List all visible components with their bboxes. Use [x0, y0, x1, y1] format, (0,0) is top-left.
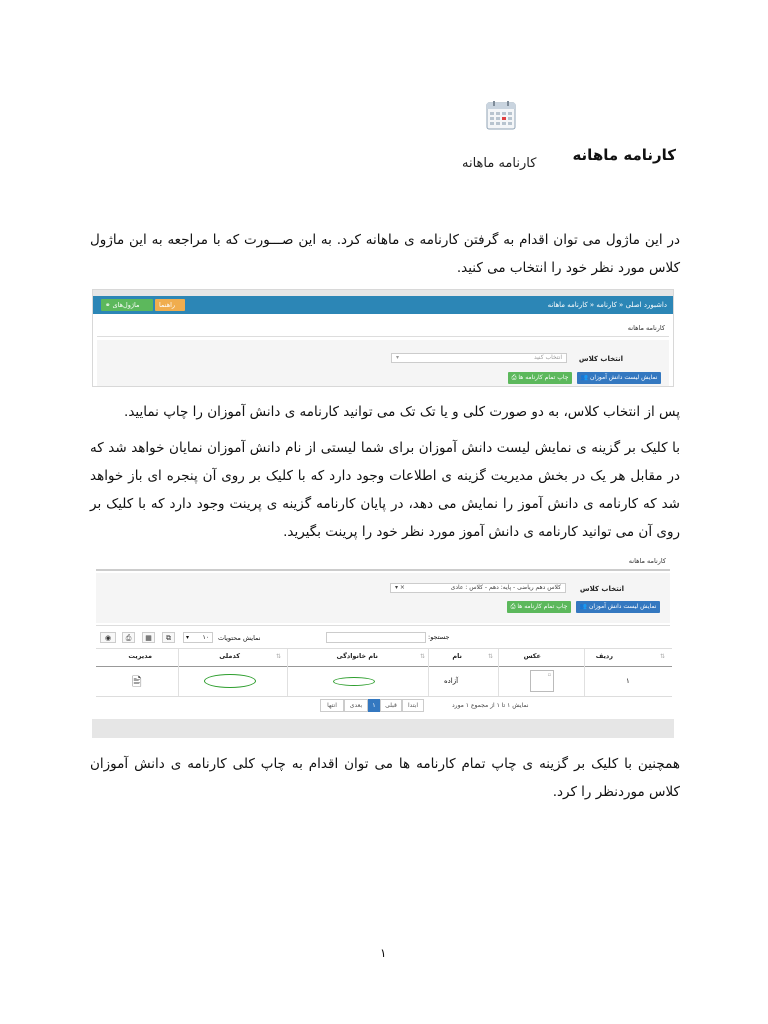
section-title: کارنامه ماهانه [628, 557, 666, 565]
column-header-management: مدیریت [128, 652, 152, 660]
clear-icon[interactable]: × ▾ [395, 584, 405, 591]
page-size-value: ۱۰ [202, 634, 209, 641]
row-index: ۱ [626, 677, 630, 685]
page-subtitle: کارنامه ماهانه [462, 156, 537, 171]
print-icon: ⎙ [511, 374, 517, 381]
section-title: کارنامه ماهانه [627, 324, 665, 332]
print-icon: ⎙ [510, 603, 516, 610]
selection-paragraph: پس از انتخاب کلاس، به دو صورت کلی و یا تک تک می توانید کارنامه ی دانش آموزان را چاپ نمایید. [124, 404, 680, 420]
print-all-label: چاپ تمام کارنامه ها [517, 603, 568, 610]
print-all-paragraph: همچنین با کلیک بر گزینه ی چاپ تمام کارنامه ها می توان اقدام به چاپ کلی کارنامه ی دانش آموزان کلاس موردنظر را کرد. [90, 756, 680, 800]
pagination-last[interactable]: انتها [320, 699, 344, 712]
highlight-oval [333, 677, 375, 686]
column-header-photo[interactable]: عکس [523, 652, 541, 660]
page-number: ۱ [380, 946, 387, 960]
print-all-button[interactable] [507, 601, 571, 613]
module-screenshot [92, 289, 674, 387]
column-header-first-name[interactable]: نام [452, 652, 462, 660]
print-all-label: چاپ تمام کارنامه ها [518, 374, 569, 381]
help-button[interactable]: راهنما [155, 299, 185, 311]
table-info: نمایش ۱ تا ۱ از مجموع ۱ مورد [452, 702, 529, 709]
top-nav-bar [93, 296, 673, 321]
column-header-last-name[interactable]: نام خانوادگی [336, 652, 378, 660]
columns-icon[interactable]: ▦ [142, 632, 155, 643]
show-students-button[interactable] [577, 372, 661, 384]
search-input[interactable] [326, 632, 426, 643]
column-header-national-id[interactable]: کدملی [219, 652, 240, 660]
details-paragraph: با کلیک بر گزینه ی نمایش لیست دانش آموزان برای شما لیستی از نام دانش آموزان نمایان خواهد شد که در مقابل هر یک در بخش مدیریت گزینه ی اطلاعات وجود دارد که با کلیک بر روی آن پنجره ای باز خواهد شد که کارنامه ی دانش آموز را نمایش می دهد، در پایان کارنامه گزینه ی پرینت وجود دارد که با کلیک بر روی آن می توانید کارنامه ی دانش آموز مورد نظر خود را پرینت بگیرید. [90, 440, 680, 540]
pagination-prev[interactable]: قبلی [380, 699, 402, 712]
calendar-icon [486, 101, 516, 131]
sort-icon[interactable]: ⇅ [488, 653, 494, 660]
intro-paragraph: در این ماژول می توان اقدام به گرفتن کارنامه ی ماهانه کرد. به این صـــورت که با مراجعه به این ماژول کلاس مورد نظر خود را انتخاب می کنید. [90, 232, 680, 276]
show-students-label: نمایش لیست دانش آموزان [588, 603, 657, 610]
row-first-name: آزاده [444, 677, 459, 685]
users-icon: 👥 [580, 374, 589, 381]
class-select-placeholder: انتخاب کنید [533, 354, 562, 361]
visibility-icon[interactable]: ◉ [100, 632, 116, 643]
document-icon[interactable]: 🖹 [132, 675, 142, 689]
search-label: جستجو: [428, 633, 450, 641]
class-select-label: انتخاب کلاس [578, 355, 623, 363]
page-size-label: نمایش محتویات [218, 634, 261, 642]
print-all-button[interactable] [508, 372, 572, 384]
breadcrumb[interactable]: داشبورد اصلی « کارنامه « کارنامه ماهانه [547, 301, 667, 309]
page-size-select[interactable] [183, 632, 213, 643]
pagination-page-1[interactable]: ۱ [368, 699, 380, 712]
copy-icon[interactable]: ⧉ [162, 632, 175, 643]
column-header-index[interactable]: ردیف [595, 652, 613, 660]
pagination-first[interactable]: ابتدا [402, 699, 424, 712]
class-select[interactable] [390, 583, 566, 593]
pagination-next[interactable]: بعدی [344, 699, 368, 712]
users-icon: 👥 [579, 603, 588, 610]
class-select-label: انتخاب کلاس [579, 585, 624, 593]
class-select-value: کلاس دهم ریاضی - پایه: دهم - کلاس : عادی [450, 584, 561, 591]
show-students-button[interactable] [576, 601, 660, 613]
page-title: کارنامه ماهانه [572, 146, 676, 164]
chevron-down-icon: ▾ [186, 634, 190, 641]
show-students-label: نمایش لیست دانش آموزان [589, 374, 658, 381]
sort-icon[interactable]: ⇅ [420, 653, 426, 660]
related-modules-button[interactable] [101, 299, 153, 321]
related-modules-label: ماژول‌های مرتبط [105, 301, 140, 321]
class-select[interactable] [391, 353, 567, 363]
highlight-oval [204, 674, 256, 688]
image-icon: ▫ [547, 672, 551, 678]
sort-icon[interactable]: ⇅ [660, 653, 666, 660]
share-icon: ⚭ [105, 301, 111, 309]
print-icon[interactable]: ⎙ [122, 632, 135, 643]
table-row [96, 696, 672, 697]
chevron-down-icon: ▾ [396, 354, 400, 361]
student-photo [530, 670, 554, 692]
sort-icon[interactable]: ⇅ [276, 653, 282, 660]
